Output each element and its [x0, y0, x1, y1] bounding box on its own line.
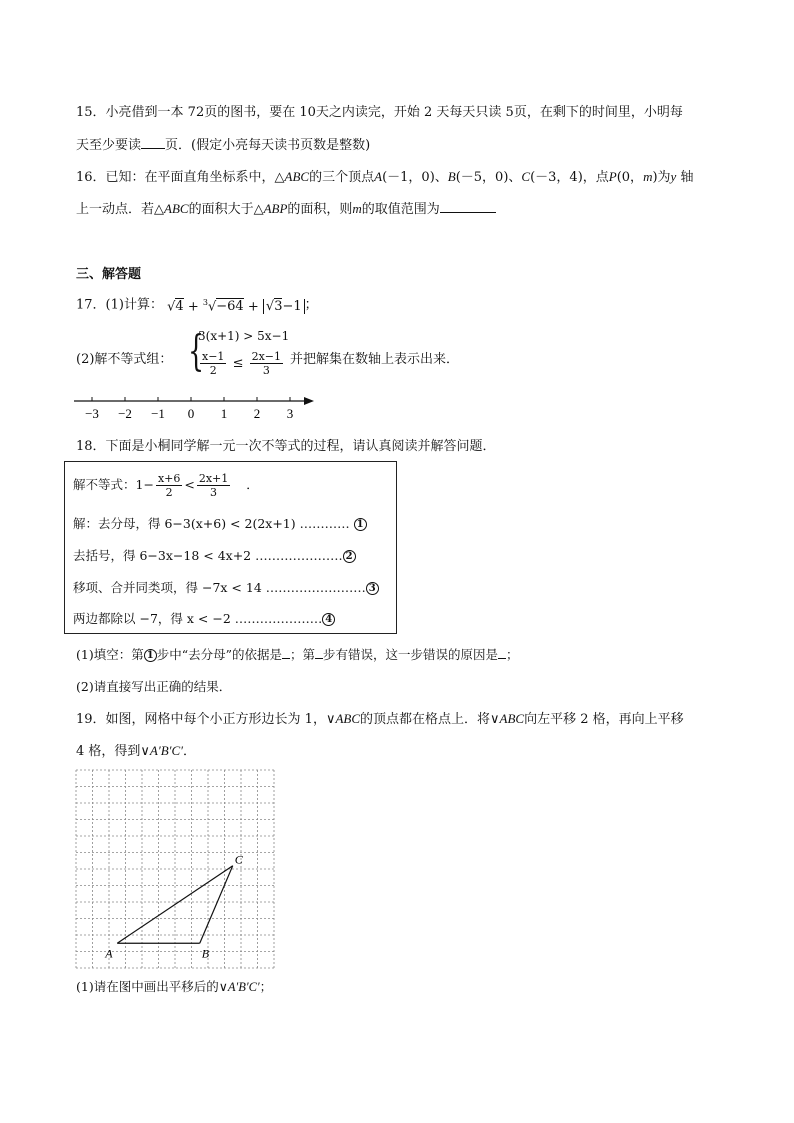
frac-den: 3 [262, 364, 270, 377]
box-period: ． [246, 477, 259, 492]
frac-right [197, 472, 230, 499]
q16-m: m [352, 201, 362, 216]
step-marker-4: 4 [322, 613, 335, 626]
frac-num: x+6 [157, 472, 181, 485]
q16-text: 的取值范围为 [361, 202, 440, 217]
vertex-label-c: C [234, 852, 243, 867]
abs-radicand: 3 [274, 299, 283, 315]
q16-text: 16．已知：在平面直角坐标系中，△ [76, 170, 285, 185]
q18-sub1-text: ；第 [290, 647, 316, 662]
q18-title-text: 18．下面是小桐同学解一元一次不等式的过程，请认真阅读并解答问题． [76, 439, 496, 454]
box-step-3 [73, 578, 379, 596]
number-line-arrow [304, 397, 314, 405]
frac-den: 2 [165, 486, 173, 499]
q18-sub2-text: (2)请直接写出正确的结果． [76, 679, 232, 694]
q16-coord-c: (－3，4)，点 [530, 170, 609, 185]
q18-sub1-text: (1)填空：第 [76, 647, 144, 662]
q17-expression [167, 294, 305, 316]
q18-sub1-text: 步中“去分母”的依据是 [156, 647, 282, 662]
abs-value [263, 299, 305, 314]
q16-point-p: P [608, 169, 617, 184]
step-marker-1: 1 [144, 649, 157, 662]
q19-abc: ABC [499, 711, 525, 726]
q16-line2 [76, 200, 496, 219]
cbrt-radicand: −64 [216, 299, 244, 315]
system-ineq1 [198, 329, 289, 343]
box-row-problem [73, 472, 259, 499]
q16-point-b: B [447, 169, 456, 184]
q18-blank-basis[interactable] [282, 646, 290, 659]
q19-sub1-text: ； [259, 979, 273, 994]
q18-blank-step[interactable] [315, 646, 323, 659]
grid-lines [76, 770, 274, 968]
q16-answer-blank[interactable] [440, 200, 496, 213]
number-line-tick-label: −1 [151, 406, 165, 421]
vertex-label-a: A [105, 946, 113, 961]
step-text: 去括号，得 6−3x−18 < 4x+2 ………………… [73, 548, 343, 563]
sqrt-radicand: 4 [175, 299, 184, 315]
box-step-4 [73, 609, 335, 627]
q19-sub1 [76, 978, 272, 996]
step-text: 移项、合并同类项，得 −7x < 14 …………………… [73, 580, 366, 595]
q19-grid-figure[interactable] [70, 764, 280, 970]
number-line-tick-label: −2 [118, 406, 132, 421]
q19-text: 19．如图，网格中每个小正方形边长为 1，∨ [76, 712, 336, 727]
q17-end-mark: ； [304, 297, 318, 313]
plus-sign: + [187, 299, 199, 315]
q18-sub2 [76, 678, 231, 696]
frac-left [200, 350, 226, 377]
step-marker-1: 1 [354, 518, 367, 531]
q16-abp: ABP [263, 201, 288, 216]
q18-solution-box [64, 461, 397, 634]
q19-prime-triangle: A′B′C′ [149, 743, 184, 758]
q15-answer-blank[interactable] [141, 136, 165, 149]
box-step-1 [73, 514, 367, 532]
q16-text: 的三个顶点 [309, 170, 375, 185]
leq-sign: ≤ [232, 356, 244, 371]
q18-title [76, 438, 496, 456]
lt-sign: < [184, 477, 195, 492]
q16-axis: 轴 [676, 170, 694, 185]
step-text: 解：去分母，得 6−3(x+6) < 2(2x+1) ………… [73, 516, 350, 531]
step-marker-3: 3 [366, 582, 379, 595]
q19-text: 4 格，得到∨ [76, 744, 150, 759]
q17-tail-text: 并把解集在数轴上表示出来． [290, 352, 460, 367]
q17-part1 [76, 294, 318, 316]
q19-text: ． [183, 744, 197, 759]
number-line-tick-label: 0 [187, 406, 195, 421]
sqrt-symbol: √ [265, 299, 275, 315]
ineq1-text: 3(x+1) > 5x−1 [198, 329, 290, 343]
abs-minus: −1 [282, 299, 302, 315]
step-text: 两边都除以 −7，得 x < −2 ………………… [73, 611, 323, 626]
q17-part1-label: 17．(1)计算： [76, 297, 163, 313]
q17-part2-tail [290, 348, 459, 367]
number-line-tick-label: 3 [286, 406, 294, 421]
number-line-tick-label: −3 [85, 406, 99, 421]
q18-sub1-text: ； [506, 647, 519, 662]
q19-sub1-text: (1)请在图中画出平移后的∨ [76, 979, 228, 994]
q15-text-2a: 天至少要读 [76, 138, 142, 153]
q16-text: 上一动点．若△ [76, 202, 164, 217]
q16-y: y [670, 169, 677, 184]
frac-right [250, 350, 283, 377]
q19-text: 向左平移 2 格，再向上平移 [524, 712, 684, 727]
q16-point-a: A [374, 169, 383, 184]
q19-abc: ABC [335, 711, 361, 726]
frac-num: 2x+1 [198, 472, 229, 485]
q16-coord-p-end: )为 [652, 170, 671, 185]
q16-text: 的面积大于△ [188, 202, 264, 217]
q16-m: m [643, 169, 653, 184]
q16-text: 的面积，则 [287, 202, 353, 217]
box-step-2 [73, 546, 356, 564]
q15-line1 [76, 104, 683, 122]
q16-point-c: C [521, 169, 531, 184]
frac-num: 2x−1 [251, 350, 282, 363]
number-line [70, 390, 320, 424]
q18-blank-reason[interactable] [498, 646, 506, 659]
q18-sub1-text: 步有错误，这一步错误的原因是 [323, 647, 499, 662]
q19-line1 [76, 710, 684, 729]
step-marker-2: 2 [343, 550, 356, 563]
q17-part2-text: (2)解不等式组： [76, 352, 173, 367]
q19-prime-triangle: A′B′C′ [227, 980, 260, 994]
q16-abc: ABC [164, 201, 189, 216]
frac-den: 3 [210, 486, 218, 499]
box-problem-text: 解不等式：1− [73, 477, 154, 492]
q16-line1 [76, 168, 693, 187]
sqrt-symbol: √ [167, 299, 176, 315]
frac-left [156, 472, 182, 499]
system-ineq2 [198, 350, 285, 377]
q16-coord-b: (－5，0)、 [455, 170, 522, 185]
q16-coord-p: (0， [616, 170, 644, 185]
q15-line2 [76, 136, 370, 155]
cbrt-index: 3 [202, 298, 208, 307]
q17-part2-label [76, 348, 172, 367]
section-title: 三、解答题 [76, 267, 142, 282]
number-line-tick-label: 2 [253, 406, 261, 421]
q18-sub1 [76, 646, 519, 664]
plus-sign: + [247, 299, 259, 315]
cbrt-symbol: √ [207, 299, 217, 315]
frac-den: 2 [209, 364, 217, 377]
frac-num: x−1 [202, 350, 225, 363]
q15-text-1: 15．小亮借到一本 72页的图书，要在 10天之内读完，开始 2 天每天只读 5页，在剩下的时间里，小明每 [76, 105, 683, 120]
system-brace: { [188, 326, 205, 375]
section-heading [76, 266, 141, 284]
q15-text-2b: 页．(假定小亮每天读书页数是整数) [165, 138, 371, 153]
q19-text: 的顶点都在格点上．将∨ [360, 712, 500, 727]
vertex-label-b: B [201, 946, 210, 961]
q16-coord-a: (－1，0)、 [382, 170, 448, 185]
number-line-tick-label: 1 [220, 406, 228, 421]
q16-abc: ABC [284, 169, 310, 184]
q19-line2 [76, 742, 196, 761]
